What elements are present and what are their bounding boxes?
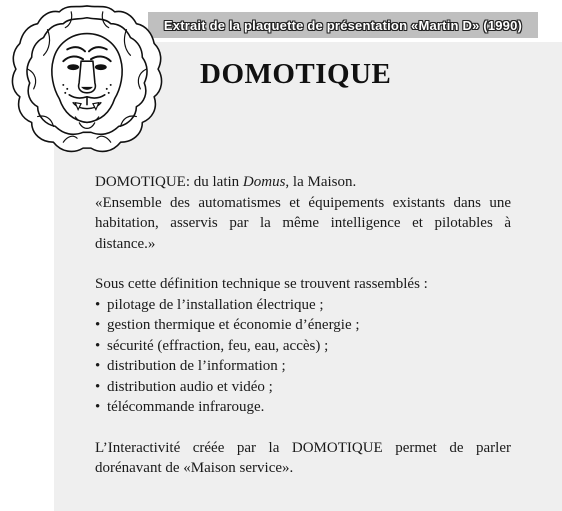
bullet-icon: • — [95, 399, 101, 415]
list-item: • télécommande infrarouge. — [95, 397, 511, 418]
bullet-icon: • — [95, 317, 101, 333]
document-body — [95, 172, 511, 479]
definition-quote: «Ensemble des automatismes et équipements existants dans une habitation, asservis par la même intelligence et pilotables à distance.» — [95, 194, 511, 252]
list-item: • distribution de l’information ; — [95, 356, 511, 377]
feature-list — [95, 295, 511, 418]
definition-line — [95, 172, 511, 193]
bullet-icon: • — [95, 296, 101, 313]
bullet-icon: • — [95, 358, 101, 374]
list-item: • distribution audio et vidéo ; — [95, 377, 511, 398]
source-banner — [148, 12, 538, 38]
definition-intro: : du latin — [185, 174, 243, 190]
list-item: • gestion thermique et économie d’énergie ; — [95, 315, 511, 336]
definition-rest: , la Maison. — [285, 174, 357, 190]
page-title: DOMOTIQUE — [200, 58, 392, 90]
definition-term: DOMOTIQUE — [95, 174, 186, 190]
source-banner-text: Extrait de la plaquette de présentation «Martin D» (1990) — [163, 17, 523, 33]
bullet-icon: • — [95, 337, 101, 354]
list-intro: Sous cette définition technique se trouvent rassemblés : — [95, 276, 428, 292]
conclusion-text: L’Interactivité créée par la DOMOTIQUE permet de parler dorénavant de «Maison service». — [95, 439, 511, 476]
list-item: • pilotage de l’installation électrique ; — [95, 295, 511, 316]
bullet-icon: • — [95, 378, 101, 395]
list-item: • sécurité (effraction, feu, eau, accès) ; — [95, 336, 511, 357]
definition-latin: Domus — [242, 174, 286, 190]
lion-head-icon — [8, 0, 166, 158]
